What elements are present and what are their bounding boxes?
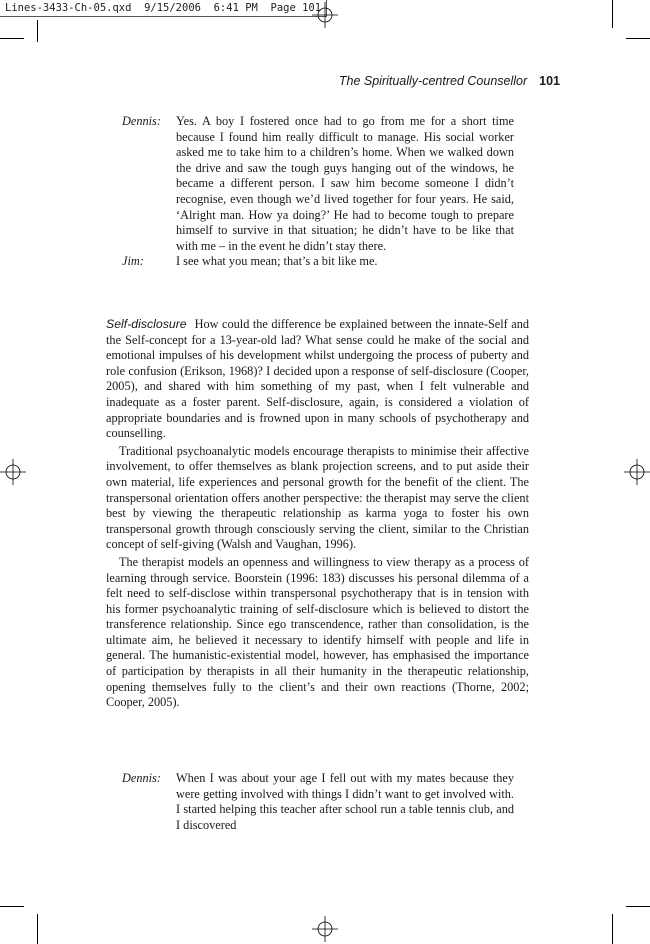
paragraph: The therapist models an openness and willingness to view therapy as a process of learning through service. Boorstein (1996: 183) discusses his personal dilemma of a felt need to self-disclose within transpersonal psychotherapy that is in tension with his former psychoanalytic training of self-disclosure which is believed to distort the transference relationship. Since ego transcendence, rather than consolidation, is the ultimate aim, he believed it necessary to identify himself with people and life in general. The humanistic-existential model, however, has emphasised the importance of participation by therapists in all their humanity in the therapeutic relationship, opening themselves fully to the client’s and their own reactions (Thorne, 2002; Cooper, 2005).	[106, 554, 529, 710]
crop-mark-top-left-v	[37, 20, 38, 42]
paragraph	[106, 317, 529, 442]
paragraph-text: How could the difference be explained between the innate-Self and the Self-concept for a 13-year-old lad? What sense could he make of the social and emotional impulses of his development whilst undergoing the process of puberty and role confusion (Erikson, 1968)? I decided upon a response of self-disclosure (Cooper, 2005), and shared with him something of my past, when I felt vulnerable and inadequate as a foster parent. Self-disclosure, again, is considered a violation of appropriate boundaries and is frowned upon in many schools of psychotherapy and counselling.	[106, 317, 529, 441]
dialogue-block-2	[122, 771, 514, 833]
crop-mark-bottom-right-h	[626, 906, 650, 907]
page-number: 101	[539, 74, 560, 88]
running-head	[339, 74, 560, 88]
crop-mark-bottom-left-v	[37, 914, 38, 944]
crop-mark-top-left-h	[0, 38, 24, 39]
paragraph: Traditional psychoanalytic models encourage therapists to minimise their affective involvement, to offer themselves as blank projection screens, and to put aside their own material, life experiences and personal growth for the benefit of the client. The transpersonal orientation offers another perspective: the therapist may serve the client best by viewing the therapeutic relationship as karma yoga to foster his own transpersonal growth through consciously serving the client, similar to the Christian concept of self-giving (Walsh and Vaughan, 1996).	[106, 443, 529, 552]
registration-mark-right-icon	[624, 459, 650, 485]
speech-text: Yes. A boy I fostered once had to go from me for a short time because I found him really difficult to manage. His social worker asked me to take him to a children’s home. When we walked down the drive and saw the tough guys hanging out of the windows, he became a different person. I saw him become someone I didn’t recognise, even though we’d lived together for four years. He said, ‘Alright man. How ya doing?’ He had to become tough to prepare himself to survive in that situation; he didn’t have to be like that with me – in the event he didn’t stay there.	[176, 114, 514, 253]
section-self-disclosure	[106, 317, 529, 711]
speaker-label: Dennis:	[122, 114, 161, 128]
dialogue-turn	[122, 114, 514, 254]
speech-text: I see what you mean; that’s a bit like me.	[176, 254, 378, 269]
dialogue-block-1	[122, 114, 514, 270]
speaker-label: Jim:	[122, 254, 144, 269]
running-head-title: The Spiritually-centred Counsellor	[338, 74, 528, 88]
dialogue-turn	[122, 771, 514, 833]
dialogue-turn	[122, 254, 514, 270]
crop-mark-top-right-v	[612, 0, 613, 28]
speech-text: When I was about your age I fell out with my mates because they were getting involved with things I didn’t want to get involved with. I started helping this teacher after school run a table tennis club, and I discovered	[176, 771, 514, 832]
registration-mark-top-icon	[312, 2, 338, 28]
speaker-label: Dennis:	[122, 771, 161, 785]
crop-mark-bottom-left-h	[0, 906, 24, 907]
registration-mark-bottom-icon	[312, 916, 338, 942]
registration-mark-left-icon	[0, 459, 26, 485]
printer-slug: Lines-3433-Ch-05.qxd 9/15/2006 6:41 PM Page 101	[0, 0, 327, 17]
crop-mark-bottom-right-v	[612, 914, 613, 944]
section-heading: Self-disclosure	[106, 317, 187, 331]
crop-mark-top-right-h	[626, 38, 650, 39]
